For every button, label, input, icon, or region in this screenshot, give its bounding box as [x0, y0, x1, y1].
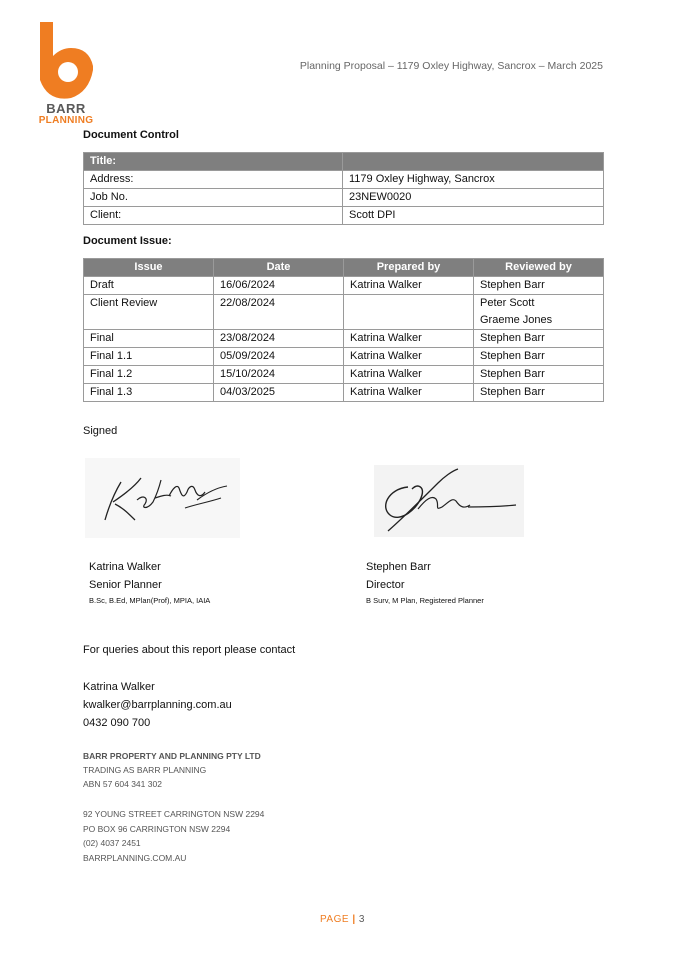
signatory-role: Director [366, 579, 405, 591]
title-row [84, 153, 604, 171]
document-issue-table [83, 258, 604, 402]
reviewed-by-cell: Stephen Barr [474, 366, 604, 384]
date-cell: 22/08/2024 [214, 295, 344, 330]
table-row [84, 207, 604, 225]
signed-label: Signed [83, 425, 118, 437]
client-label: Client: [84, 207, 343, 225]
company-details [83, 749, 261, 791]
title-label: Title: [84, 153, 343, 171]
date-cell: 15/10/2024 [214, 366, 344, 384]
signatory-credentials: B.Sc, B.Ed, MPlan(Prof), MPIA, IAIA [89, 596, 211, 605]
document-issue-heading: Document Issue: [83, 235, 172, 247]
contact-name: Katrina Walker [83, 681, 155, 693]
issue-cell: Final [84, 330, 214, 348]
column-header-reviewed-by: Reviewed by [474, 259, 604, 277]
issue-cell: Final 1.3 [84, 384, 214, 402]
document-header: Planning Proposal – 1179 Oxley Highway, Sancrox – March 2025 [299, 60, 603, 72]
reviewed-by-cell: Stephen Barr [474, 277, 604, 295]
page-separator: | [352, 914, 356, 925]
prepared-by-cell: Katrina Walker [344, 366, 474, 384]
signatory-katrina-walker [89, 558, 210, 608]
reviewed-by-cell: Stephen Barr [474, 348, 604, 366]
page-number: 3 [358, 914, 365, 925]
issue-header-row [84, 259, 604, 277]
table-row [84, 295, 604, 330]
date-cell: 05/09/2024 [214, 348, 344, 366]
page-label: PAGE [320, 914, 350, 925]
signatory-role: Senior Planner [89, 579, 162, 591]
contact-details [83, 678, 232, 732]
issue-cell: Client Review [84, 295, 214, 330]
table-row [84, 189, 604, 207]
address-value: 1179 Oxley Highway, Sancrox [343, 171, 604, 189]
po-box: PO BOX 96 CARRINGTON NSW 2294 [83, 823, 231, 834]
contact-email[interactable]: kwalker@barrplanning.com.au [83, 699, 232, 711]
signature-stephen-barr [374, 465, 524, 537]
logo-barr-text: BARR [46, 101, 86, 116]
logo-b-mark-icon [36, 20, 98, 102]
column-header-date: Date [214, 259, 344, 277]
document-control-table [83, 152, 604, 225]
reviewed-by-cell: Stephen Barr [474, 384, 604, 402]
column-header-issue: Issue [84, 259, 214, 277]
prepared-by-cell: Katrina Walker [344, 384, 474, 402]
signatory-name: Katrina Walker [89, 561, 161, 573]
reviewed-by-cell [474, 295, 604, 330]
prepared-by-cell: Katrina Walker [344, 277, 474, 295]
website[interactable]: BARRPLANNING.COM.AU [83, 852, 187, 863]
barr-planning-logo [33, 20, 99, 126]
document-control-heading: Document Control [83, 129, 179, 141]
date-cell: 16/06/2024 [214, 277, 344, 295]
job-number-value: 23NEW0020 [343, 189, 604, 207]
issue-cell: Final 1.2 [84, 366, 214, 384]
prepared-by-cell: Katrina Walker [344, 330, 474, 348]
contact-phone: 0432 090 700 [83, 717, 151, 729]
column-header-prepared-by: Prepared by [344, 259, 474, 277]
table-row [84, 277, 604, 295]
prepared-by-cell [344, 295, 474, 330]
issue-cell: Final 1.1 [84, 348, 214, 366]
reviewer-name: Graeme Jones [480, 314, 553, 326]
table-row [84, 366, 604, 384]
prepared-by-cell: Katrina Walker [344, 348, 474, 366]
street-address: 92 YOUNG STREET CARRINGTON NSW 2294 [83, 809, 265, 819]
address-label: Address: [84, 171, 343, 189]
signature-katrina-walker [85, 458, 240, 538]
reviewed-by-cell: Stephen Barr [474, 330, 604, 348]
company-name: BARR PROPERTY AND PLANNING PTY LTD [83, 751, 261, 761]
issue-cell: Draft [84, 277, 214, 295]
contact-intro: For queries about this report please contact [83, 644, 296, 656]
table-row [84, 348, 604, 366]
logo-planning-text: PLANNING [38, 115, 94, 126]
signatory-name: Stephen Barr [366, 561, 431, 573]
reviewer-name: Peter Scott [480, 297, 535, 309]
company-abn: ABN 57 604 341 302 [83, 779, 162, 789]
date-cell: 23/08/2024 [214, 330, 344, 348]
company-trading-name: TRADING AS BARR PLANNING [83, 765, 207, 775]
title-value [343, 153, 604, 171]
date-cell: 04/03/2025 [214, 384, 344, 402]
client-value: Scott DPI [343, 207, 604, 225]
table-row [84, 330, 604, 348]
job-number-label: Job No. [84, 189, 343, 207]
office-phone: (02) 4037 2451 [83, 838, 141, 848]
page-footer [0, 914, 685, 925]
signatory-credentials: B Surv, M Plan, Registered Planner [366, 596, 484, 605]
table-row [84, 171, 604, 189]
table-row [84, 384, 604, 402]
signatory-stephen-barr [366, 558, 484, 608]
company-address [83, 807, 264, 865]
